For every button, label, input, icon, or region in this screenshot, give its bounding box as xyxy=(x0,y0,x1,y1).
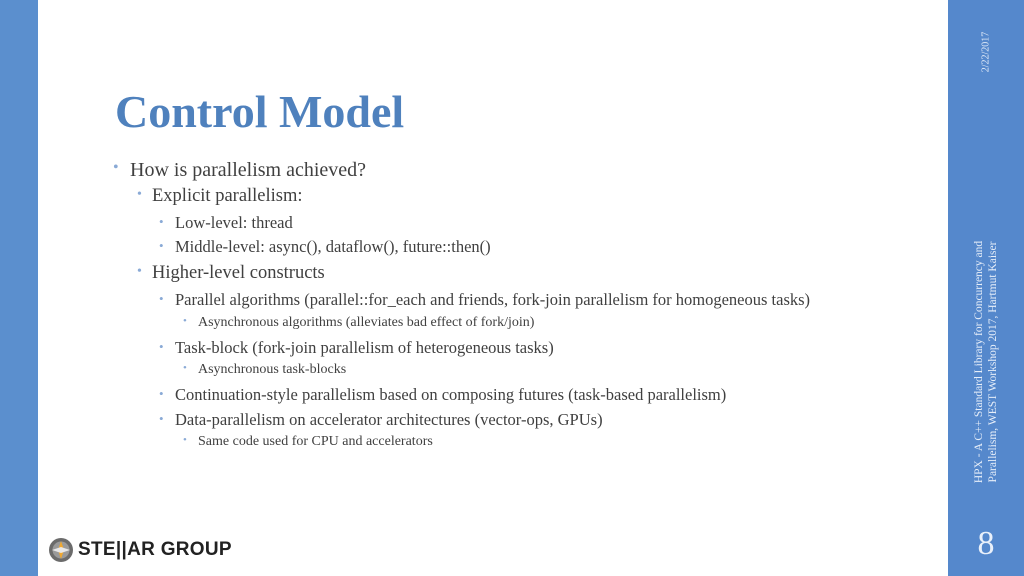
footer-line-2: Parallelism, WEST Workshop 2017, Hartmut Kaiser xyxy=(987,241,999,483)
bullet-text: Middle-level: async(), dataflow(), future::then() xyxy=(175,237,491,256)
stellar-group-logo xyxy=(48,535,232,565)
bullet-item xyxy=(137,263,325,284)
bullet-dot-icon: • xyxy=(137,187,142,202)
bullet-dot-icon: • xyxy=(159,386,164,401)
bullet-item xyxy=(183,315,535,331)
page-number: 8 xyxy=(977,525,995,562)
bullet-text: Data-parallelism on accelerator architectures (vector-ops, GPUs) xyxy=(175,410,603,429)
bullet-text: Low-level: thread xyxy=(175,213,293,232)
bullet-dot-icon: • xyxy=(159,238,164,253)
bullet-text: Same code used for CPU and accelerators xyxy=(198,434,433,449)
bullet-text: Task-block (fork-join parallelism of heterogeneous tasks) xyxy=(175,338,554,357)
bullet-dot-icon: • xyxy=(159,411,164,426)
bullet-text: How is parallelism achieved? xyxy=(130,159,367,181)
bullet-item xyxy=(159,290,811,310)
bullet-text: Explicit parallelism: xyxy=(152,186,303,206)
bullet-item xyxy=(159,338,554,358)
bullet-item xyxy=(159,213,293,233)
bullet-item xyxy=(137,186,303,207)
bullet-item xyxy=(183,434,433,450)
slide-footer xyxy=(972,241,1000,483)
bullet-text: Continuation-style parallelism based on composing futures (task-based parallelism) xyxy=(175,385,727,404)
bullet-item xyxy=(113,159,367,182)
bullet-dot-icon: • xyxy=(113,159,119,176)
stellar-group-logo-icon xyxy=(48,537,74,563)
logo-text: STE||AR GROUP xyxy=(78,539,232,560)
bullet-item xyxy=(159,237,491,257)
slide-date: 2/22/2017 xyxy=(980,31,992,73)
slide-title: Control Model xyxy=(115,86,405,137)
bullet-dot-icon: • xyxy=(183,315,187,327)
bullet-dot-icon: • xyxy=(159,339,164,354)
bullet-text: Higher-level constructs xyxy=(152,263,325,283)
bullet-dot-icon: • xyxy=(159,291,164,306)
bullet-dot-icon: • xyxy=(159,214,164,229)
bullet-item xyxy=(159,385,727,405)
left-accent-band xyxy=(0,0,38,576)
bullet-text: Asynchronous task-blocks xyxy=(198,362,347,377)
footer-line-1: HPX - A C++ Standard Library for Concurrency and xyxy=(973,240,985,484)
bullet-dot-icon: • xyxy=(137,264,142,279)
bullet-item xyxy=(183,362,347,378)
bullet-dot-icon: • xyxy=(183,434,187,446)
bullet-text: Asynchronous algorithms (alleviates bad effect of fork/join) xyxy=(198,315,535,330)
bullet-text: Parallel algorithms (parallel::for_each and friends, fork-join parallelism for homogeneous tasks) xyxy=(175,290,811,309)
bullet-item xyxy=(159,410,603,430)
bullet-dot-icon: • xyxy=(183,362,187,374)
